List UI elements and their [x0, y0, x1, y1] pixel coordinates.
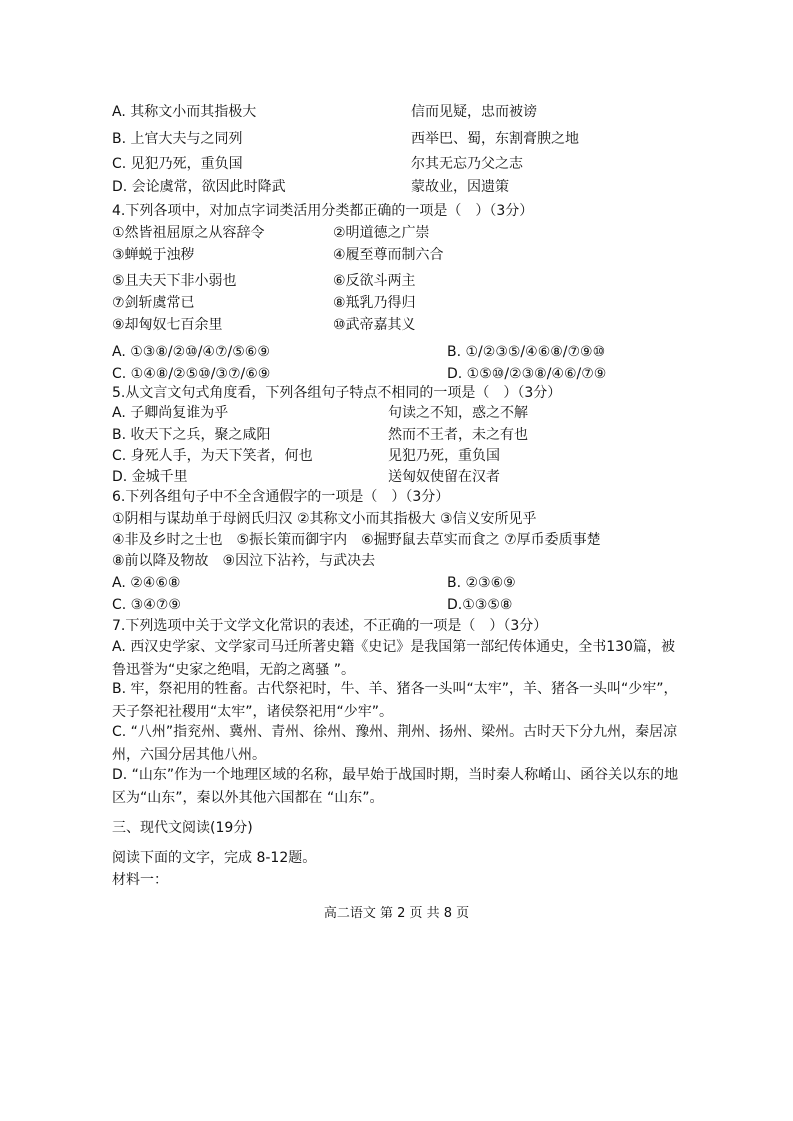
- q6-stem: 6.下列各组句子中不全含通假字的一项是（ ）（3分）: [112, 489, 450, 505]
- q3-option-a-right: 信而见疑，忠而被谤: [411, 104, 537, 120]
- q3-option-b-left: B. 上官大夫与之同列: [112, 131, 243, 147]
- q5-option-c-right: 见犯乃死，重负国: [388, 448, 500, 464]
- q3-option-b-right: 西举巴、蜀，东割膏腴之地: [411, 131, 579, 147]
- q5-option-c-left: C. 身死人手，为天下笑者，何也: [112, 448, 313, 464]
- q4-item-10: ⑩武帝嘉其义: [333, 317, 416, 333]
- q3-option-a-left: A. 其称文小而其指极大: [112, 104, 257, 120]
- section-3-instruction: 阅读下面的文字，完成 8-12题。: [112, 850, 317, 866]
- q3-option-c-left: C. 见犯乃死，重负国: [112, 156, 243, 172]
- q7-option-a: A. 西汉史学家、文学家司马迁所著史籍《史记》是我国第一部纪传体通史，全书130篇，被鲁迅誉为“史家之绝唱，无韵之离骚 ”。: [112, 639, 675, 678]
- q6-line-3: ⑧前以降及物故 ⑨因泣下沾衿，与武决去: [112, 553, 376, 569]
- q6-option-a: A. ②④⑥⑧: [112, 575, 181, 591]
- page-footer: 高二语文 第 2 页 共 8 页: [323, 906, 470, 921]
- q4-item-8: ⑧羝乳乃得归: [333, 295, 416, 311]
- q4-item-4: ④履至尊而制六合: [333, 247, 444, 263]
- section-3-material-label: 材料一：: [112, 872, 168, 888]
- q7-option-d: D. “山东”作为一个地理区域的名称，最早始于战国时期，当时秦人称崤山、函谷关以东的地区为“山东”，秦以外其他六国都在 “山东”。: [112, 767, 679, 806]
- q4-option-b: B. ①/②③⑤/④⑥⑧/⑦⑨⑩: [447, 344, 606, 360]
- q4-item-9: ⑨却匈奴七百余里: [112, 317, 223, 333]
- q6-option-b: B. ②③⑥⑨: [447, 575, 516, 591]
- q5-option-b-right: 然而不王者，未之有也: [388, 427, 528, 443]
- q5-option-b-left: B. 收天下之兵，聚之咸阳: [112, 427, 271, 443]
- q4-item-5: ⑤且夫天下非小弱也: [112, 273, 237, 289]
- q4-item-6: ⑥反欲斗两主: [333, 273, 416, 289]
- q3-option-c-right: 尔其无忘乃父之志: [411, 156, 523, 172]
- q4-item-7: ⑦剑斩虞常已: [112, 295, 195, 311]
- q4-item-2: ②明道德之广崇: [333, 225, 430, 241]
- q4-item-3: ③蝉蜕于浊秽: [112, 247, 195, 263]
- q4-item-1: ①然皆祖屈原之从容辞令: [112, 225, 265, 241]
- section-3-title: 三、现代文阅读(19分): [112, 820, 253, 836]
- q4-option-d: D. ①⑤⑩/②③⑧/④⑥/⑦⑨: [447, 366, 607, 382]
- q5-stem: 5.从文言文句式角度看，下列各组句子特点不相同的一项是（ ）（3分）: [112, 385, 562, 401]
- q5-option-d-left: D. 金城千里: [112, 469, 188, 485]
- q6-line-2: ④非及乡时之士也 ⑤振长策而御宇内 ⑥掘野鼠去草实而食之 ⑦厚币委质事楚: [112, 532, 601, 548]
- q5-option-a-left: A. 子卿尚复谁为乎: [112, 405, 229, 421]
- q5-option-d-right: 送匈奴使留在汉者: [388, 469, 500, 485]
- q4-option-a: A. ①③⑧/②⑩/④⑦/⑤⑥⑨: [112, 344, 270, 360]
- q3-option-d-left: D. 会论虞常，欲因此时降武: [112, 179, 286, 195]
- q6-option-c: C. ③④⑦⑨: [112, 597, 181, 613]
- q7-option-c: C. “八州”指兖州、冀州、青州、徐州、豫州、荆州、扬州、梁州。古时天下分九州，秦居凉州，六国分居其他八州。: [112, 724, 678, 763]
- q6-line-1: ①阴相与谋劫单于母阏氏归汉 ②其称文小而其指极大 ③信义安所见乎: [112, 511, 537, 527]
- q7-option-b: B. 牢，祭祀用的牲畜。古代祭祀时，牛、羊、猪各一头叫“太牢”，羊、猪各一头叫“少牢”，天子祭祀社稷用“太牢”，诸侯祭祀用“少牢”。: [112, 681, 678, 720]
- q4-stem: 4.下列各项中，对加点字词类活用分类都正确的一项是（ ）（3分）: [112, 203, 534, 219]
- q6-option-d: D.①③⑤⑧: [447, 597, 513, 613]
- q3-option-d-right: 蒙故业，因遗策: [411, 179, 509, 195]
- q5-option-a-right: 句读之不知，惑之不解: [388, 405, 528, 421]
- q4-option-c: C. ①④⑧/②⑤⑩/③⑦/⑥⑨: [112, 366, 271, 382]
- q7-stem: 7.下列选项中关于文学文化常识的表述，不正确的一项是（ ）（3分）: [112, 618, 548, 634]
